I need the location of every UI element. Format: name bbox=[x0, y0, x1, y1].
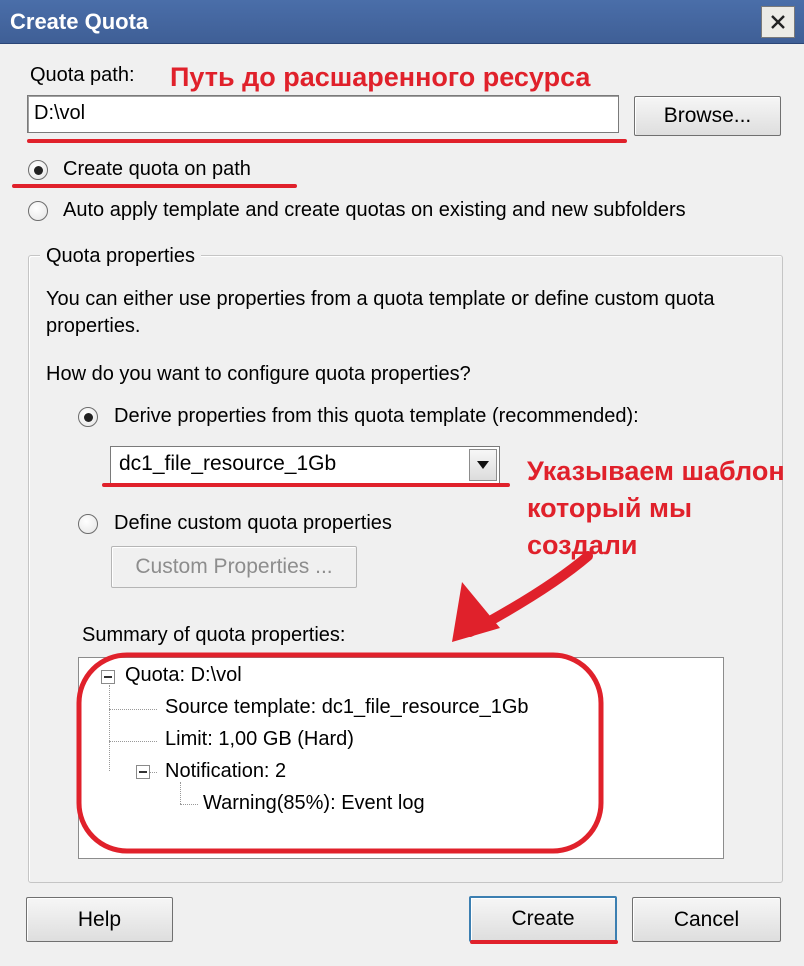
arrow-head-icon bbox=[452, 582, 500, 642]
custom-label[interactable]: Define custom quota properties bbox=[114, 512, 392, 534]
create-button[interactable]: Create bbox=[469, 896, 617, 942]
path-annotation: Путь до расшаренного ресурса bbox=[170, 62, 591, 92]
template-select-value: dc1_file_resource_1Gb bbox=[119, 452, 337, 475]
properties-description: You can either use properties from a quota template or define custom quota properties. bbox=[46, 288, 715, 337]
tree-item-source-template: Source template: dc1_file_resource_1Gb bbox=[165, 696, 529, 718]
template-annotation-line3: создали bbox=[527, 530, 638, 560]
custom-properties-button[interactable]: Custom Properties ... bbox=[111, 546, 357, 588]
help-button[interactable]: Help bbox=[26, 897, 173, 942]
summary-highlight-outline bbox=[79, 655, 601, 851]
template-annotation-line1: Указываем шаблон bbox=[527, 456, 785, 486]
quota-path-input[interactable]: D:\vol bbox=[27, 95, 619, 133]
summary-label: Summary of quota properties: bbox=[82, 624, 346, 646]
window-title: Create Quota bbox=[10, 9, 149, 34]
tree-item-quota: Quota: D:\vol bbox=[125, 664, 242, 686]
browse-button[interactable]: Browse... bbox=[634, 96, 781, 136]
quota-properties-title: Quota properties bbox=[40, 245, 201, 268]
template-annotation-line2: который мы bbox=[527, 493, 693, 523]
tree-item-notification: Notification: 2 bbox=[165, 760, 287, 782]
configure-question: How do you want to configure quota properties? bbox=[46, 363, 471, 385]
derive-label[interactable]: Derive properties from this quota template (recommended): bbox=[114, 405, 639, 427]
auto-apply-label[interactable]: Auto apply template and create quotas on existing and new subfolders bbox=[63, 199, 686, 221]
cancel-button[interactable]: Cancel bbox=[632, 897, 781, 942]
tree-item-warning: Warning(85%): Event log bbox=[203, 792, 425, 814]
create-on-path-label[interactable]: Create quota on path bbox=[63, 158, 251, 180]
tree-item-limit: Limit: 1,00 GB (Hard) bbox=[165, 728, 354, 750]
quota-path-label: Quota path: bbox=[30, 64, 135, 86]
